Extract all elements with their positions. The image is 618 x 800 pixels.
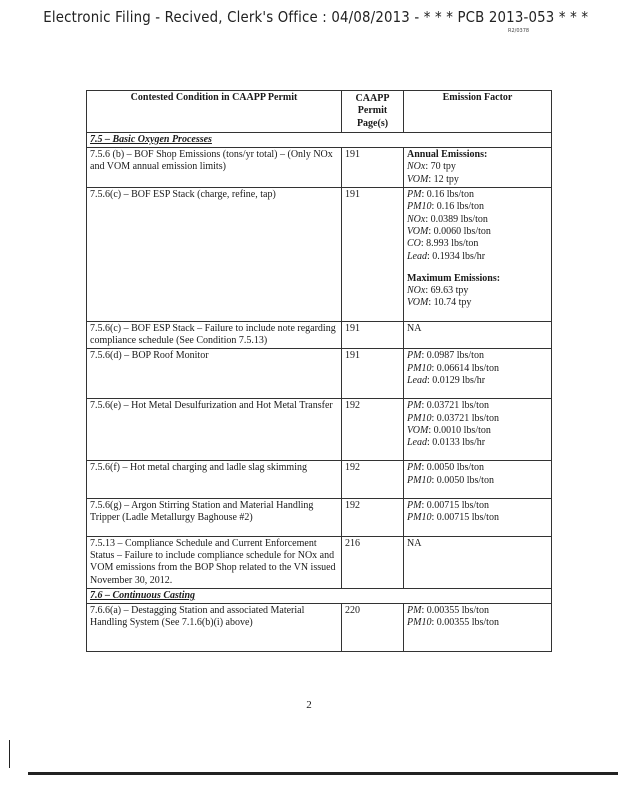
pollutant-label: PM10	[407, 201, 432, 213]
factor-value: : 0.0050 lbs/ton	[431, 474, 494, 486]
pollutant-label: VOM	[407, 297, 429, 309]
pollutant-label: VOM	[407, 225, 429, 237]
condition-cell: 7.5.13 – Compliance Schedule and Current Enforcement Status – Failure to include compliance schedule for NOx and VOM emissions from the BOP Shop related to the VN issued November 30, 2012.	[87, 536, 342, 588]
page-cell: 192	[342, 499, 404, 537]
factor-line	[407, 400, 548, 412]
stamp-code: R2/0378	[508, 28, 530, 34]
spacer	[407, 449, 548, 459]
table-row	[87, 461, 552, 499]
factor-line	[407, 462, 548, 474]
condition-cell: 7.5.6 (b) – BOF Shop Emissions (tons/yr total) – (Only NOx and VOM annual emission limits)	[87, 148, 342, 188]
factor-heading: Annual Emissions:	[407, 149, 488, 161]
pollutant-label: VOM	[407, 173, 429, 185]
spacer	[407, 310, 548, 320]
margin-mark	[9, 740, 10, 768]
page-cell: 220	[342, 604, 404, 652]
condition-cell: 7.5.6(f) – Hot metal charging and ladle slag skimming	[87, 461, 342, 499]
emission-factor-cell	[404, 461, 552, 499]
pollutant-label: CO	[407, 238, 421, 250]
spacer	[407, 630, 548, 640]
factor-value: : 0.0987 lbs/ton	[421, 350, 484, 362]
pollutant-label: PM	[407, 500, 422, 512]
section-title: 7.5 – Basic Oxygen Processes	[87, 132, 552, 147]
condition-cell: 7.5.6(g) – Argon Stirring Station and Material Handling Tripper (Ladle Metallurgy Baghouse #2)	[87, 499, 342, 537]
factor-line	[407, 201, 548, 213]
factor-value: : 8.993 lbs/ton	[420, 238, 479, 250]
factor-line	[407, 238, 548, 250]
factor-line	[407, 174, 548, 186]
factor-value: : 0.00715 lbs/ton	[421, 500, 489, 512]
factor-value: : 0.00355 lbs/ton	[421, 605, 489, 617]
factor-heading: Maximum Emissions:	[407, 272, 501, 284]
emission-factor-cell	[404, 188, 552, 322]
emission-factor-cell	[404, 349, 552, 399]
factor-text: NA	[407, 537, 422, 549]
page-cell: 191	[342, 349, 404, 399]
factor-value: : 0.0389 lbs/ton	[425, 213, 488, 225]
factor-value: : 0.0010 lbs/ton	[428, 424, 491, 436]
pollutant-label: PM10	[407, 512, 432, 524]
factor-line	[407, 214, 548, 226]
spacer	[407, 525, 548, 535]
table-row	[87, 321, 552, 349]
pollutant-label: NOx	[407, 161, 426, 173]
pollutant-label: PM10	[407, 617, 432, 629]
page-cell: 191	[342, 321, 404, 349]
factor-value: : 12 tpy	[428, 173, 459, 185]
emission-factor-cell	[404, 499, 552, 537]
factor-value: : 0.16 lbs/ton	[421, 189, 474, 201]
emission-factor-cell	[404, 604, 552, 652]
pollutant-label: PM	[407, 605, 422, 617]
factor-line	[407, 500, 548, 512]
pollutant-label: NOx	[407, 285, 426, 297]
factor-value: : 0.1934 lbs/hr	[427, 250, 486, 262]
page-number: 2	[306, 699, 312, 711]
column-header-condition: Contested Condition in CAAPP Permit	[87, 91, 342, 133]
filing-stamp: Electronic Filing - Recived, Clerk's Office : 04/08/2013 - * * * PCB 2013-053 * * *	[43, 8, 589, 26]
factor-line	[407, 617, 548, 629]
condition-cell: 7.5.6(c) – BOF ESP Stack (charge, refine, tap)	[87, 188, 342, 322]
emission-factor-cell	[404, 321, 552, 349]
factor-line	[407, 425, 548, 437]
factor-line	[407, 189, 548, 201]
factor-value: : 0.0050 lbs/ton	[421, 462, 484, 474]
factor-line	[407, 350, 548, 362]
pollutant-label: NOx	[407, 213, 426, 225]
pollutant-label: PM10	[407, 412, 432, 424]
factor-value: : 69.63 tpy	[425, 285, 469, 297]
section-row	[87, 588, 552, 603]
pollutant-label: Lead	[407, 250, 427, 262]
factor-value: : 0.03721 lbs/ton	[421, 400, 489, 412]
pollutant-label: PM	[407, 189, 422, 201]
pollutant-label: PM	[407, 400, 422, 412]
scan-border-line	[28, 772, 618, 775]
spacer	[407, 487, 548, 497]
factor-value: : 0.16 lbs/ton	[431, 201, 484, 213]
table-row	[87, 499, 552, 537]
factor-line	[407, 375, 548, 387]
factor-line	[407, 161, 548, 173]
page-cell: 192	[342, 399, 404, 461]
factor-line	[407, 413, 548, 425]
pollutant-label: PM10	[407, 474, 432, 486]
spacer	[407, 640, 548, 650]
factor-line	[407, 251, 548, 263]
page-cell: 216	[342, 536, 404, 588]
condition-cell: 7.5.6(e) – Hot Metal Desulfurization and Hot Metal Transfer	[87, 399, 342, 461]
factor-line	[407, 226, 548, 238]
emission-factor-table	[86, 90, 552, 652]
condition-cell: 7.6.6(a) – Destagging Station and associated Material Handling System (See 7.1.6(b)(i) above)	[87, 604, 342, 652]
factor-line	[407, 297, 548, 309]
factor-value: : 0.0129 lbs/hr	[427, 374, 486, 386]
factor-value: : 0.00715 lbs/ton	[431, 512, 499, 524]
column-header-factor: Emission Factor	[404, 91, 552, 133]
page-cell: 191	[342, 188, 404, 322]
factor-text: NA	[407, 322, 422, 334]
pollutant-label: PM	[407, 350, 422, 362]
spacer	[407, 387, 548, 397]
table-body	[87, 132, 552, 651]
table-row	[87, 536, 552, 588]
condition-cell: 7.5.6(c) – BOF ESP Stack – Failure to include note regarding compliance schedule (See Condition 7.5.13)	[87, 321, 342, 349]
factor-line	[407, 363, 548, 375]
condition-cell: 7.5.6(d) – BOP Roof Monitor	[87, 349, 342, 399]
emission-factor-cell	[404, 148, 552, 188]
table-row	[87, 604, 552, 652]
spacer	[407, 263, 548, 273]
table-row	[87, 399, 552, 461]
pollutant-label: PM10	[407, 362, 432, 374]
table-row	[87, 349, 552, 399]
factor-value: : 10.74 tpy	[428, 297, 472, 309]
column-header-page: CAAPP Permit Page(s)	[342, 91, 404, 133]
factor-value: : 0.0060 lbs/ton	[428, 225, 491, 237]
pollutant-label: VOM	[407, 424, 429, 436]
factor-line	[407, 512, 548, 524]
factor-value: : 0.0133 lbs/hr	[427, 437, 486, 449]
factor-value: : 0.06614 lbs/ton	[431, 362, 499, 374]
page-cell: 192	[342, 461, 404, 499]
table-header-row	[87, 91, 552, 133]
page-cell: 191	[342, 148, 404, 188]
emission-factor-cell	[404, 399, 552, 461]
table-row	[87, 188, 552, 322]
pollutant-label: Lead	[407, 374, 427, 386]
factor-value: : 70 tpy	[425, 161, 456, 173]
pollutant-label: PM	[407, 462, 422, 474]
factor-line	[407, 605, 548, 617]
table-row	[87, 148, 552, 188]
factor-line	[407, 437, 548, 449]
factor-value: : 0.00355 lbs/ton	[431, 617, 499, 629]
emission-factor-cell	[404, 536, 552, 588]
factor-line	[407, 475, 548, 487]
section-title: 7.6 – Continuous Casting	[87, 588, 552, 603]
section-row	[87, 132, 552, 147]
factor-value: : 0.03721 lbs/ton	[431, 412, 499, 424]
factor-line	[407, 285, 548, 297]
pollutant-label: Lead	[407, 437, 427, 449]
